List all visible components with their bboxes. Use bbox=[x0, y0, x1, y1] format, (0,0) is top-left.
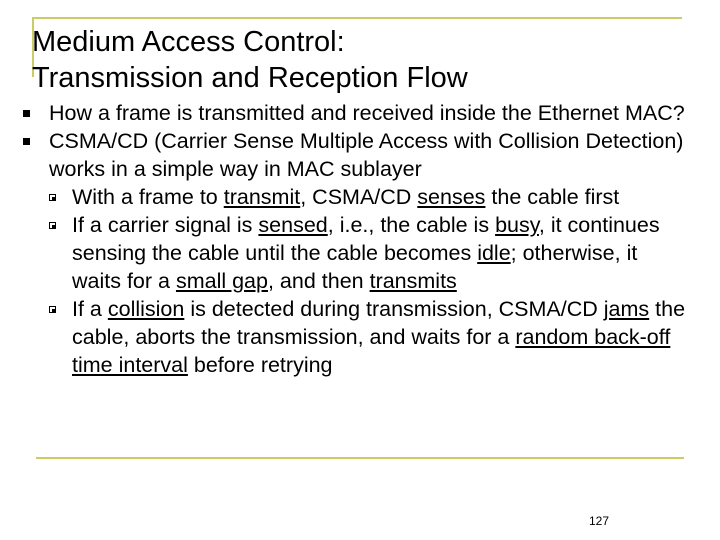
underlined-term: random back-off time interval bbox=[72, 325, 671, 377]
sub-bullet-text bbox=[72, 297, 685, 377]
bullet-text: How a frame is transmitted and received inside the Ethernet MAC? bbox=[49, 101, 685, 125]
text-run: If a bbox=[72, 297, 108, 321]
square-bullet-icon bbox=[23, 110, 30, 117]
sub-bullet-item bbox=[0, 211, 688, 295]
text-run: , i.e., the cable is bbox=[327, 213, 496, 237]
underlined-term: senses bbox=[417, 185, 486, 209]
hollow-square-bullet-icon bbox=[49, 194, 56, 201]
text-run: before retrying bbox=[187, 353, 333, 377]
sub-bullet-item bbox=[0, 295, 688, 379]
underlined-term: sensed bbox=[258, 213, 328, 237]
text-run: , and then bbox=[267, 269, 370, 293]
underlined-term: transmit bbox=[223, 185, 301, 209]
underlined-term: jams bbox=[603, 297, 650, 321]
slide-title bbox=[32, 24, 632, 96]
sub-bullet-text bbox=[72, 213, 660, 293]
page-number: 127 bbox=[589, 514, 610, 528]
underlined-term: transmits bbox=[369, 269, 457, 293]
accent-line-top bbox=[32, 17, 682, 19]
underlined-term: idle bbox=[477, 241, 511, 265]
hollow-square-bullet-icon bbox=[49, 306, 56, 313]
underlined-term: small gap bbox=[175, 269, 268, 293]
text-run: ; otherwise, it waits for a bbox=[72, 241, 638, 293]
slide-title-line-1: Medium Access Control: bbox=[32, 26, 345, 58]
text-run: , CSMA/CD bbox=[300, 185, 418, 209]
text-run: the cable first bbox=[485, 185, 620, 209]
text-run: With a frame to bbox=[72, 185, 224, 209]
bullet-item bbox=[0, 127, 689, 183]
text-run: , it continues sensing the cable until the cable becomes bbox=[72, 213, 660, 265]
underlined-term: collision bbox=[107, 297, 185, 321]
sub-bullet-item bbox=[0, 183, 688, 211]
underlined-term: busy bbox=[495, 213, 539, 237]
slide-title-line-2: Transmission and Reception Flow bbox=[32, 62, 468, 94]
square-bullet-icon bbox=[23, 138, 30, 145]
slide-body bbox=[0, 99, 720, 379]
hollow-square-bullet-icon bbox=[49, 222, 56, 229]
bullet-item bbox=[0, 99, 689, 127]
bullet-text: CSMA/CD (Carrier Sense Multiple Access with Collision Detection) works in a simple way in MAC sublayer bbox=[49, 129, 684, 181]
text-run: is detected during transmission, CSMA/CD bbox=[184, 297, 604, 321]
accent-line-bottom bbox=[36, 457, 684, 459]
text-run: the cable, aborts the transmission, and waits for a bbox=[72, 297, 686, 349]
sub-bullet-text bbox=[72, 185, 619, 209]
text-run: If a carrier signal is bbox=[72, 213, 259, 237]
